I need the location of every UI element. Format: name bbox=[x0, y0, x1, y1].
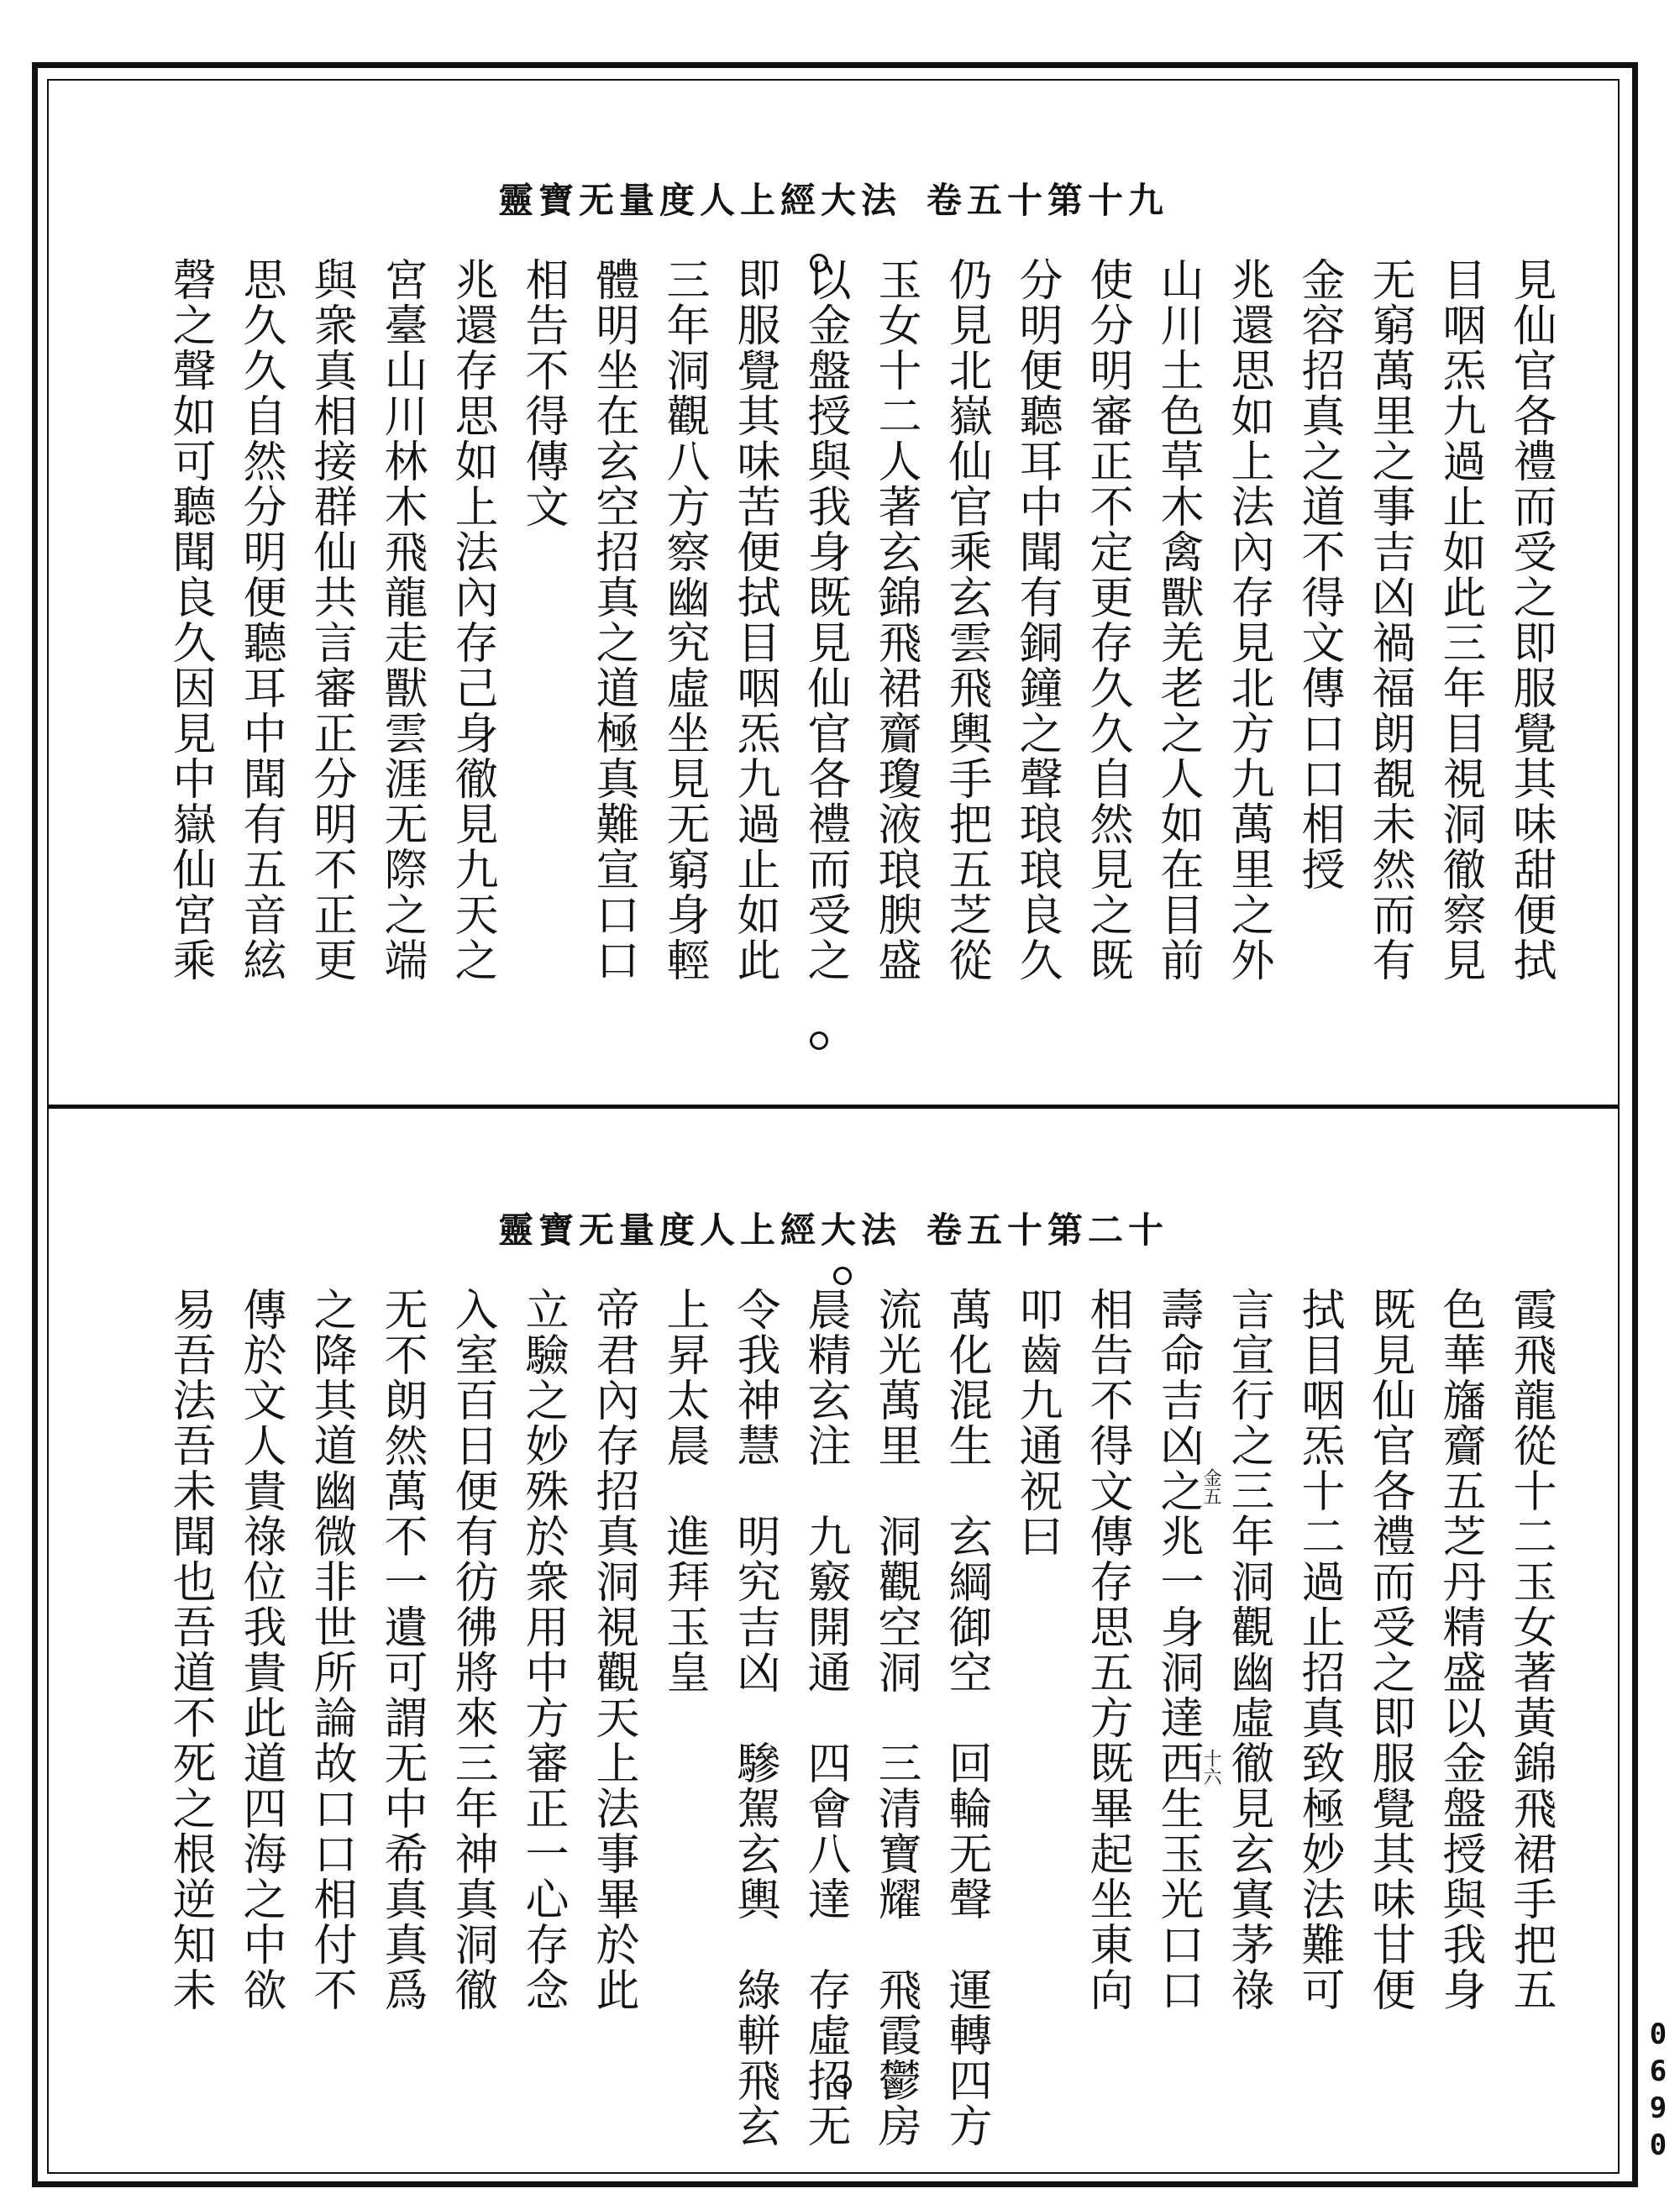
text-column: 帝君內存招真洞視觀天上法事畢於此 bbox=[588, 1287, 638, 2013]
text-column: 金容招真之道不得文傳口口相授 bbox=[1294, 257, 1344, 892]
margin-note-top: 金五 bbox=[1200, 1468, 1221, 1505]
top-text-columns bbox=[155, 257, 1566, 1097]
text-column: 磬之聲如可聽聞良久因見中嶽仙宮乘 bbox=[165, 257, 215, 983]
text-column: 分明便聽耳中聞有銅鐘之聲琅琅良久 bbox=[1011, 257, 1062, 983]
text-column: 无窮萬里之事吉凶禍福朗覩未然而有 bbox=[1364, 257, 1415, 983]
panel-divider bbox=[47, 1105, 1620, 1109]
text-column: 三年洞觀八方察幽究虛坐見无窮身輕 bbox=[659, 257, 709, 983]
text-column: 與衆真相接群仙共言審正分明不正更 bbox=[306, 257, 356, 983]
text-column: 壽命吉凶之兆一身洞達西生玉光口口 bbox=[1152, 1287, 1203, 2013]
bottom-text-columns bbox=[155, 1287, 1566, 2160]
bottom-header bbox=[50, 1203, 1616, 1253]
text-column: 之降其道幽微非世所論故口口相付不 bbox=[306, 1287, 356, 2013]
text-column: 无不朗然萬不一遺可謂无中希真真爲 bbox=[376, 1287, 427, 2013]
text-column: 萬化混生 玄綱御空 回輪无聲 運轉四方 bbox=[941, 1287, 991, 2149]
text-column: 仍見北嶽仙官乘玄雲飛輿手把五芝從 bbox=[941, 257, 991, 983]
text-column: 晨精玄注 九竅開通 四會八達 存虛招无 bbox=[800, 1287, 850, 2149]
text-column: 流光萬里 洞觀空洞 三清寶耀 飛霞鬱房 bbox=[870, 1287, 921, 2149]
text-column: 立驗之妙殊於衆用中方審正一心存念 bbox=[517, 1287, 568, 2013]
text-column: 相告不得文傳存思五方既畢起坐東向 bbox=[1082, 1287, 1132, 2013]
text-column: 叩齒九通祝曰 bbox=[1011, 1287, 1062, 1559]
circle-mark-icon bbox=[833, 1267, 852, 1285]
text-column: 霞飛龍從十二玉女著黃錦飛裙手把五 bbox=[1505, 1287, 1556, 2013]
text-column: 拭目咽炁十二過止招真致極妙法難可 bbox=[1294, 1287, 1344, 2013]
text-column: 傳於文人貴祿位我貴此道四海之中欲 bbox=[235, 1287, 286, 2013]
bottom-header-title: 靈寶无量度人上經大法 bbox=[497, 1210, 901, 1251]
text-column: 即服覺其味苦便拭目咽炁九過止如此 bbox=[729, 257, 780, 983]
text-column: 兆還思如上法內存見北方九萬里之外 bbox=[1223, 257, 1273, 983]
text-column: 山川土色草木禽獸羌老之人如在目前 bbox=[1152, 257, 1203, 983]
margin-note-bottom: 十六 bbox=[1200, 1749, 1221, 1786]
top-header bbox=[50, 173, 1616, 223]
bottom-panel bbox=[50, 1110, 1616, 2170]
text-column: 兆還存思如上法內存己身徹見九天之 bbox=[447, 257, 497, 983]
text-column: 以金盤授與我身既見仙官各禮而受之 bbox=[800, 257, 850, 983]
text-column: 體明坐在玄空招真之道極真難宣口口 bbox=[588, 257, 638, 983]
text-column: 使分明審正不定更存久久自然見之既 bbox=[1082, 257, 1132, 983]
bottom-header-volume: 卷五十第二十 bbox=[927, 1210, 1169, 1251]
text-column: 令我神慧 明究吉凶 驂駕玄輿 綠軿飛玄 bbox=[729, 1287, 780, 2149]
top-header-volume: 卷五十第十九 bbox=[927, 180, 1169, 221]
page-number: 0690 bbox=[1641, 2018, 1675, 2165]
text-column: 色華旛齎五芝丹精盛以金盤授與我身 bbox=[1435, 1287, 1485, 2013]
text-column: 思久久自然分明便聽耳中聞有五音絃 bbox=[235, 257, 286, 983]
top-panel bbox=[50, 81, 1616, 1102]
text-column: 見仙官各禮而受之即服覺其味甜便拭 bbox=[1505, 257, 1556, 983]
text-column: 上昇太晨 進拜玉皇 bbox=[659, 1287, 709, 1695]
top-header-title: 靈寶无量度人上經大法 bbox=[497, 180, 901, 221]
text-column: 相告不得傳文 bbox=[517, 257, 568, 529]
text-column: 目咽炁九過止如此三年目視洞徹察見 bbox=[1435, 257, 1485, 983]
text-column: 玉女十二人著玄錦飛裙齎瓊液琅腴盛 bbox=[870, 257, 921, 983]
text-column: 言宣行之三年洞觀幽虛徹見玄寘茅祿 bbox=[1223, 1287, 1273, 2013]
text-column: 既見仙官各禮而受之即服覺其味甘便 bbox=[1364, 1287, 1415, 2013]
text-column: 入室百日便有彷彿將來三年神真洞徹 bbox=[447, 1287, 497, 2013]
text-column: 易吾法吾未聞也吾道不死之根逆知未 bbox=[165, 1287, 215, 2013]
text-column: 宮臺山川林木飛龍走獸雲涯无際之端 bbox=[376, 257, 427, 983]
